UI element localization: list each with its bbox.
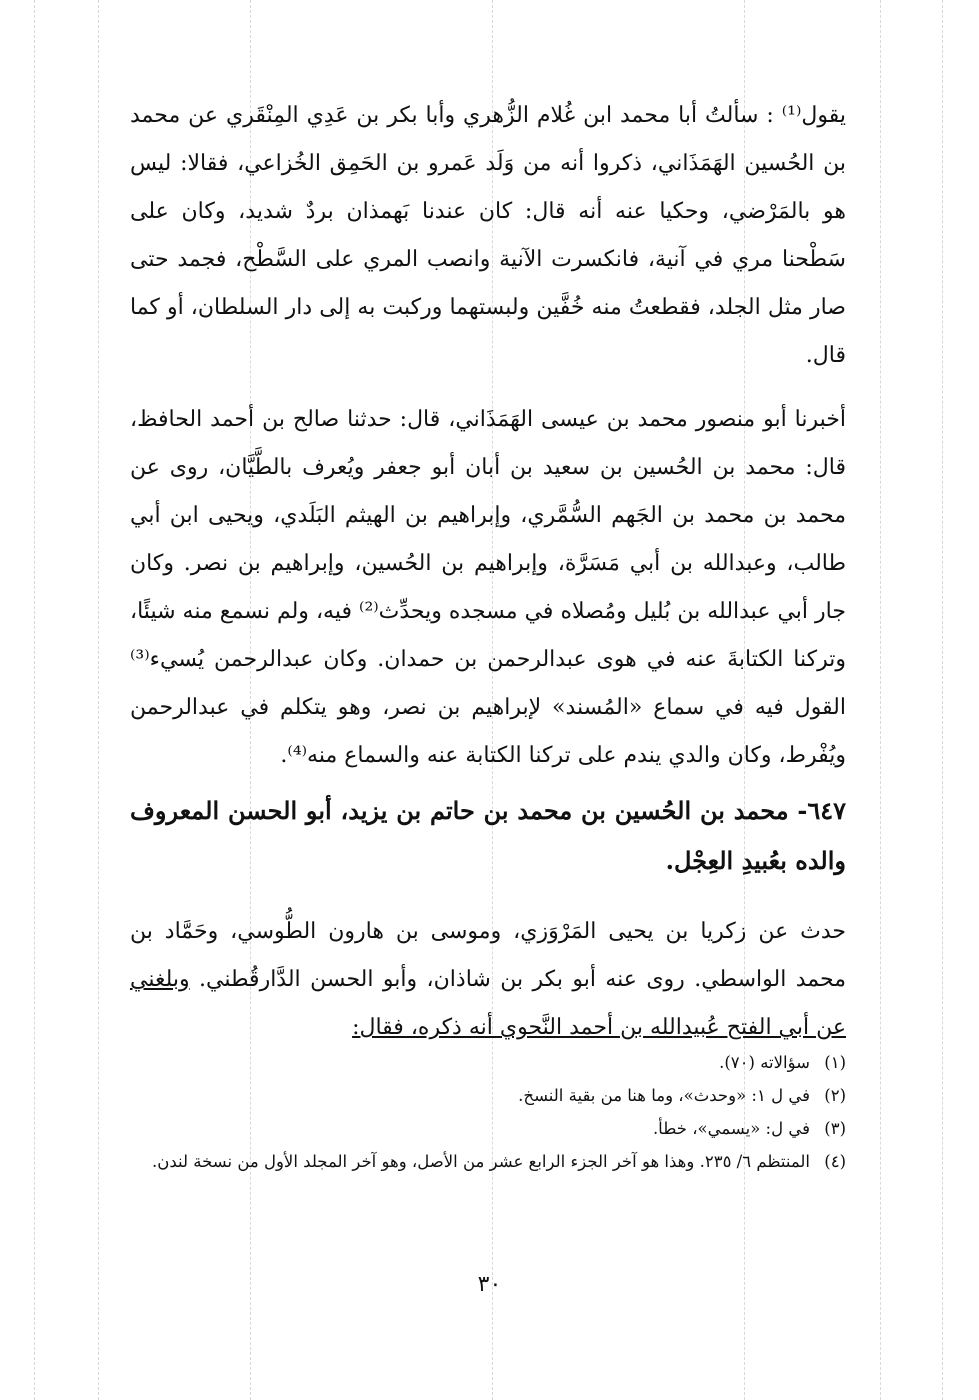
footnote-number: (٢) xyxy=(824,1086,846,1105)
footnote xyxy=(130,1145,846,1178)
entry-paragraph xyxy=(130,908,846,1052)
scan-guide-line xyxy=(942,0,943,1400)
entry-paragraph-text: حدث عن زكريا بن يحيى المَرْوَزي، وموسى بن هارون الطُّوسي، وحَمَّاد بن محمد الواسطي. روى عنه أبو بكر بن شاذان، وأبو الحسن الدَّارقُطني. xyxy=(130,919,846,992)
footnote-text: في ل: «يسمي»، خطأ. xyxy=(652,1119,810,1138)
footnote-number: (٣) xyxy=(824,1119,846,1138)
footnote-text: في ل ١: «وحدث»، وما هنا من بقية النسخ. xyxy=(518,1086,810,1105)
page-number: ٣٠ xyxy=(477,1272,502,1297)
footnote-number: (٤) xyxy=(824,1152,846,1171)
scan-guide-line xyxy=(880,0,881,1400)
underlined-text: وبلغني عن أبي الفتح عُبيدالله بن أحمد النَّحوي أنه ذكره، فقال: xyxy=(130,967,846,1040)
footnote xyxy=(130,1046,846,1079)
footnotes xyxy=(130,1046,846,1178)
paragraph: يقول⁽¹⁾ : سألتُ أبا محمد ابن غُلام الزُّهري وأبا بكر بن عَدِي المِنْقَري عن محمد بن الحُسين الهَمَذَاني، ذكروا أنه من وَلَد عَمرو بن الحَمِق الخُزاعي، فقالا: ليس هو بالمَرْضي، وحكيا عنه أنه قال: كان عندنا بَهمذان بردٌ شديد، وكان على سَطْحنا مري في آنية، فانكسرت الآنية وانصب المري على السَّطْح، فجمد حتى صار مثل الجلد، فقطعتُ منه خُفَّين ولبستهما وركبت به إلى دار السلطان، أو كما قال. xyxy=(130,103,846,368)
footnote-number: (١) xyxy=(824,1053,846,1072)
scan-guide-line xyxy=(34,0,35,1400)
footnote xyxy=(130,1112,846,1145)
entry-heading: ٦٤٧- محمد بن الحُسين بن محمد بن حاتم بن يزيد، أبو الحسن المعروف والده بعُبيدِ العِجْل. xyxy=(130,796,846,875)
main-text xyxy=(130,92,846,1052)
footnote-text: سؤالاته (٧٠). xyxy=(719,1053,810,1072)
footnote xyxy=(130,1079,846,1112)
footnote-text: المنتظم ٦/ ٢٣٥. وهذا هو آخر الجزء الرابع عشر من الأصل، وهو آخر المجلد الأول من نسخة لندن. xyxy=(152,1152,810,1171)
scan-guide-line xyxy=(98,0,99,1400)
paragraph: أخبرنا أبو منصور محمد بن عيسى الهَمَذَاني، قال: حدثنا صالح بن أحمد الحافظ، قال: محمد بن الحُسين بن سعيد بن أبان أبو جعفر ويُعرف بالطَّيَّان، روى عن محمد بن محمد بن الجَهم السُّمَّري، وإبراهيم بن الهيثم البَلَدي، ويحيى ابن أبي طالب، وعبدالله بن أبي مَسَرَّة، وإبراهيم بن الحُسين، وإبراهيم بن نصر. وكان جار أبي عبدالله بن بُليل ومُصلاه في مسجده ويحدِّث⁽²⁾ فيه، ولم نسمع منه شيئًا، وتركنا الكتابةَ عنه في هوى عبدالرحمن بن حمدان. وكان عبدالرحمن يُسيء⁽³⁾ القول فيه في سماع «المُسند» لإبراهيم بن نصر، وهو يتكلم في عبدالرحمن ويُفْرط، وكان والدي يندم على تركنا الكتابة عنه والسماع منه⁽⁴⁾. xyxy=(130,407,846,768)
